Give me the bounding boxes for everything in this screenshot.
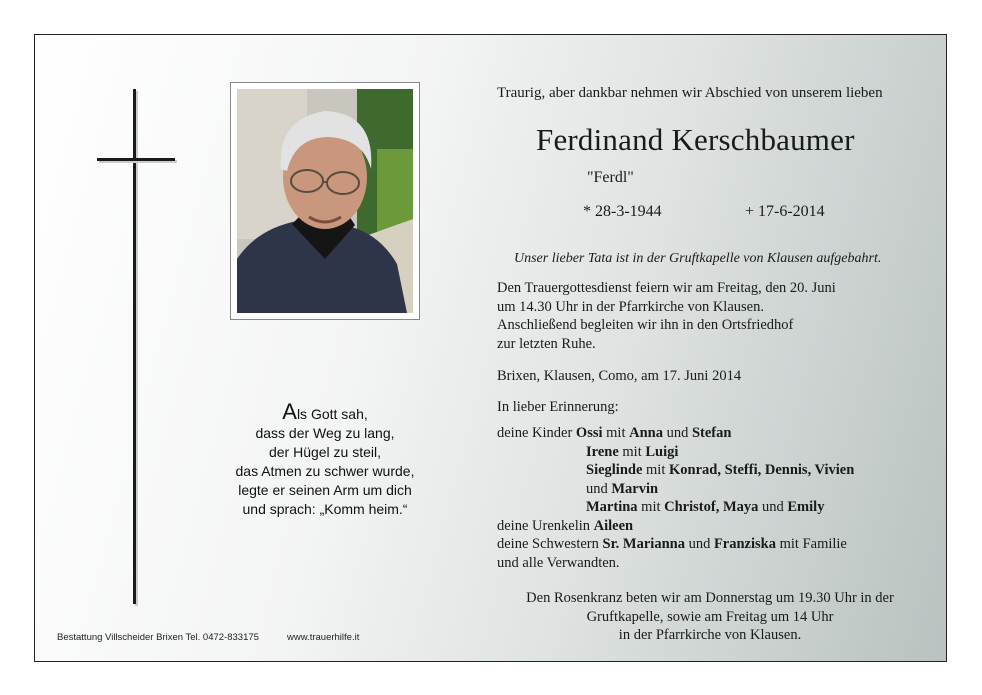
poem-line-1: ls Gott sah, xyxy=(296,406,368,422)
cross-icon xyxy=(133,89,136,604)
birth-date: * 28-3-1944 xyxy=(583,203,662,220)
family-row xyxy=(497,535,854,554)
family-name: Ossi xyxy=(575,425,603,441)
family-list xyxy=(497,424,854,572)
family-name: Marvin xyxy=(611,480,659,497)
family-name: Luigi xyxy=(645,443,679,460)
family-name: Martina xyxy=(586,499,638,515)
family-text: und xyxy=(586,480,612,497)
family-row xyxy=(497,424,854,443)
poem-line-5: legte er seinen Arm um dich xyxy=(238,482,412,498)
service-line: zur letzten Ruhe. xyxy=(497,335,596,352)
family-row xyxy=(497,461,854,480)
family-name: Christof, Maya xyxy=(664,499,759,515)
family-text: mit xyxy=(637,499,665,515)
viewing-note: Unser lieber Tata ist in der Gruftkapelle von Klausen aufgebahrt. xyxy=(514,251,882,266)
family-text: und xyxy=(758,499,788,515)
family-name: Sr. Marianna xyxy=(602,536,685,552)
poem-line-4: das Atmen zu schwer wurde, xyxy=(235,463,415,479)
cross-icon-bar xyxy=(97,158,175,161)
family-text: und xyxy=(662,425,692,441)
family-text: mit xyxy=(642,462,669,478)
poem-line-2: dass der Weg zu lang, xyxy=(255,425,395,441)
service-line: um 14.30 Uhr in der Pfarrkirche von Klausen. xyxy=(497,298,764,315)
family-name: Anna xyxy=(629,425,663,441)
family-name: Stefan xyxy=(691,425,732,441)
portrait-photo xyxy=(237,89,413,313)
family-name: Emily xyxy=(787,499,825,515)
family-name: Sieglinde xyxy=(586,462,643,478)
portrait-photo-frame xyxy=(230,82,420,320)
family-name: Irene xyxy=(586,443,619,460)
service-line: Anschließend begleiten wir ihn in den Ortsfriedhof xyxy=(497,317,794,333)
family-row xyxy=(497,498,854,517)
family-name: Konrad, Steffi, Dennis, Vivien xyxy=(669,462,855,478)
family-row xyxy=(497,554,854,573)
family-text: deine Kinder xyxy=(497,425,576,441)
rosary-line: Den Rosenkranz beten wir am Donnerstag um 19.30 Uhr in der xyxy=(526,590,894,606)
memory-heading: In lieber Erinnerung: xyxy=(497,399,619,415)
poem xyxy=(200,399,450,519)
poem-line-3: der Hügel zu steil, xyxy=(268,444,382,460)
family-row xyxy=(497,480,854,499)
family-text: mit xyxy=(618,443,646,460)
nickname: "Ferdl" xyxy=(587,169,634,186)
poem-initial: A xyxy=(282,399,297,424)
family-text: und xyxy=(684,536,714,552)
family-text: mit xyxy=(602,425,630,441)
service-line: Den Trauergottesdienst feiern wir am Freitag, den 20. Juni xyxy=(497,280,836,296)
family-text: mit Familie xyxy=(775,536,847,552)
poem-first-line xyxy=(200,399,450,424)
intro-text: Traurig, aber dankbar nehmen wir Abschied von unserem lieben xyxy=(497,85,883,101)
website-link[interactable]: www.trauerhilfe.it xyxy=(287,632,360,643)
family-text: deine Schwestern xyxy=(497,536,603,552)
service-info xyxy=(497,279,836,353)
deceased-name: Ferdinand Kerschbaumer xyxy=(536,122,855,157)
family-name: Aileen xyxy=(593,517,634,534)
place-date: Brixen, Klausen, Como, am 17. Juni 2014 xyxy=(497,368,742,384)
funeral-home-info: Bestattung Villscheider Brixen Tel. 0472-833175 xyxy=(57,632,259,643)
poem-line-6: und sprach: „Komm heim.“ xyxy=(242,501,408,517)
family-row xyxy=(497,443,854,462)
rosary-info xyxy=(495,589,925,645)
rosary-line: Gruftkapelle, sowie am Freitag um 14 Uhr xyxy=(586,608,834,625)
family-row xyxy=(497,517,854,536)
rosary-line: in der Pfarrkirche von Klausen. xyxy=(618,627,802,643)
family-text: und alle Verwandten. xyxy=(497,554,620,571)
death-date: + 17-6-2014 xyxy=(745,203,825,220)
family-text: deine Urenkelin xyxy=(497,517,594,534)
family-name: Franziska xyxy=(713,536,776,552)
